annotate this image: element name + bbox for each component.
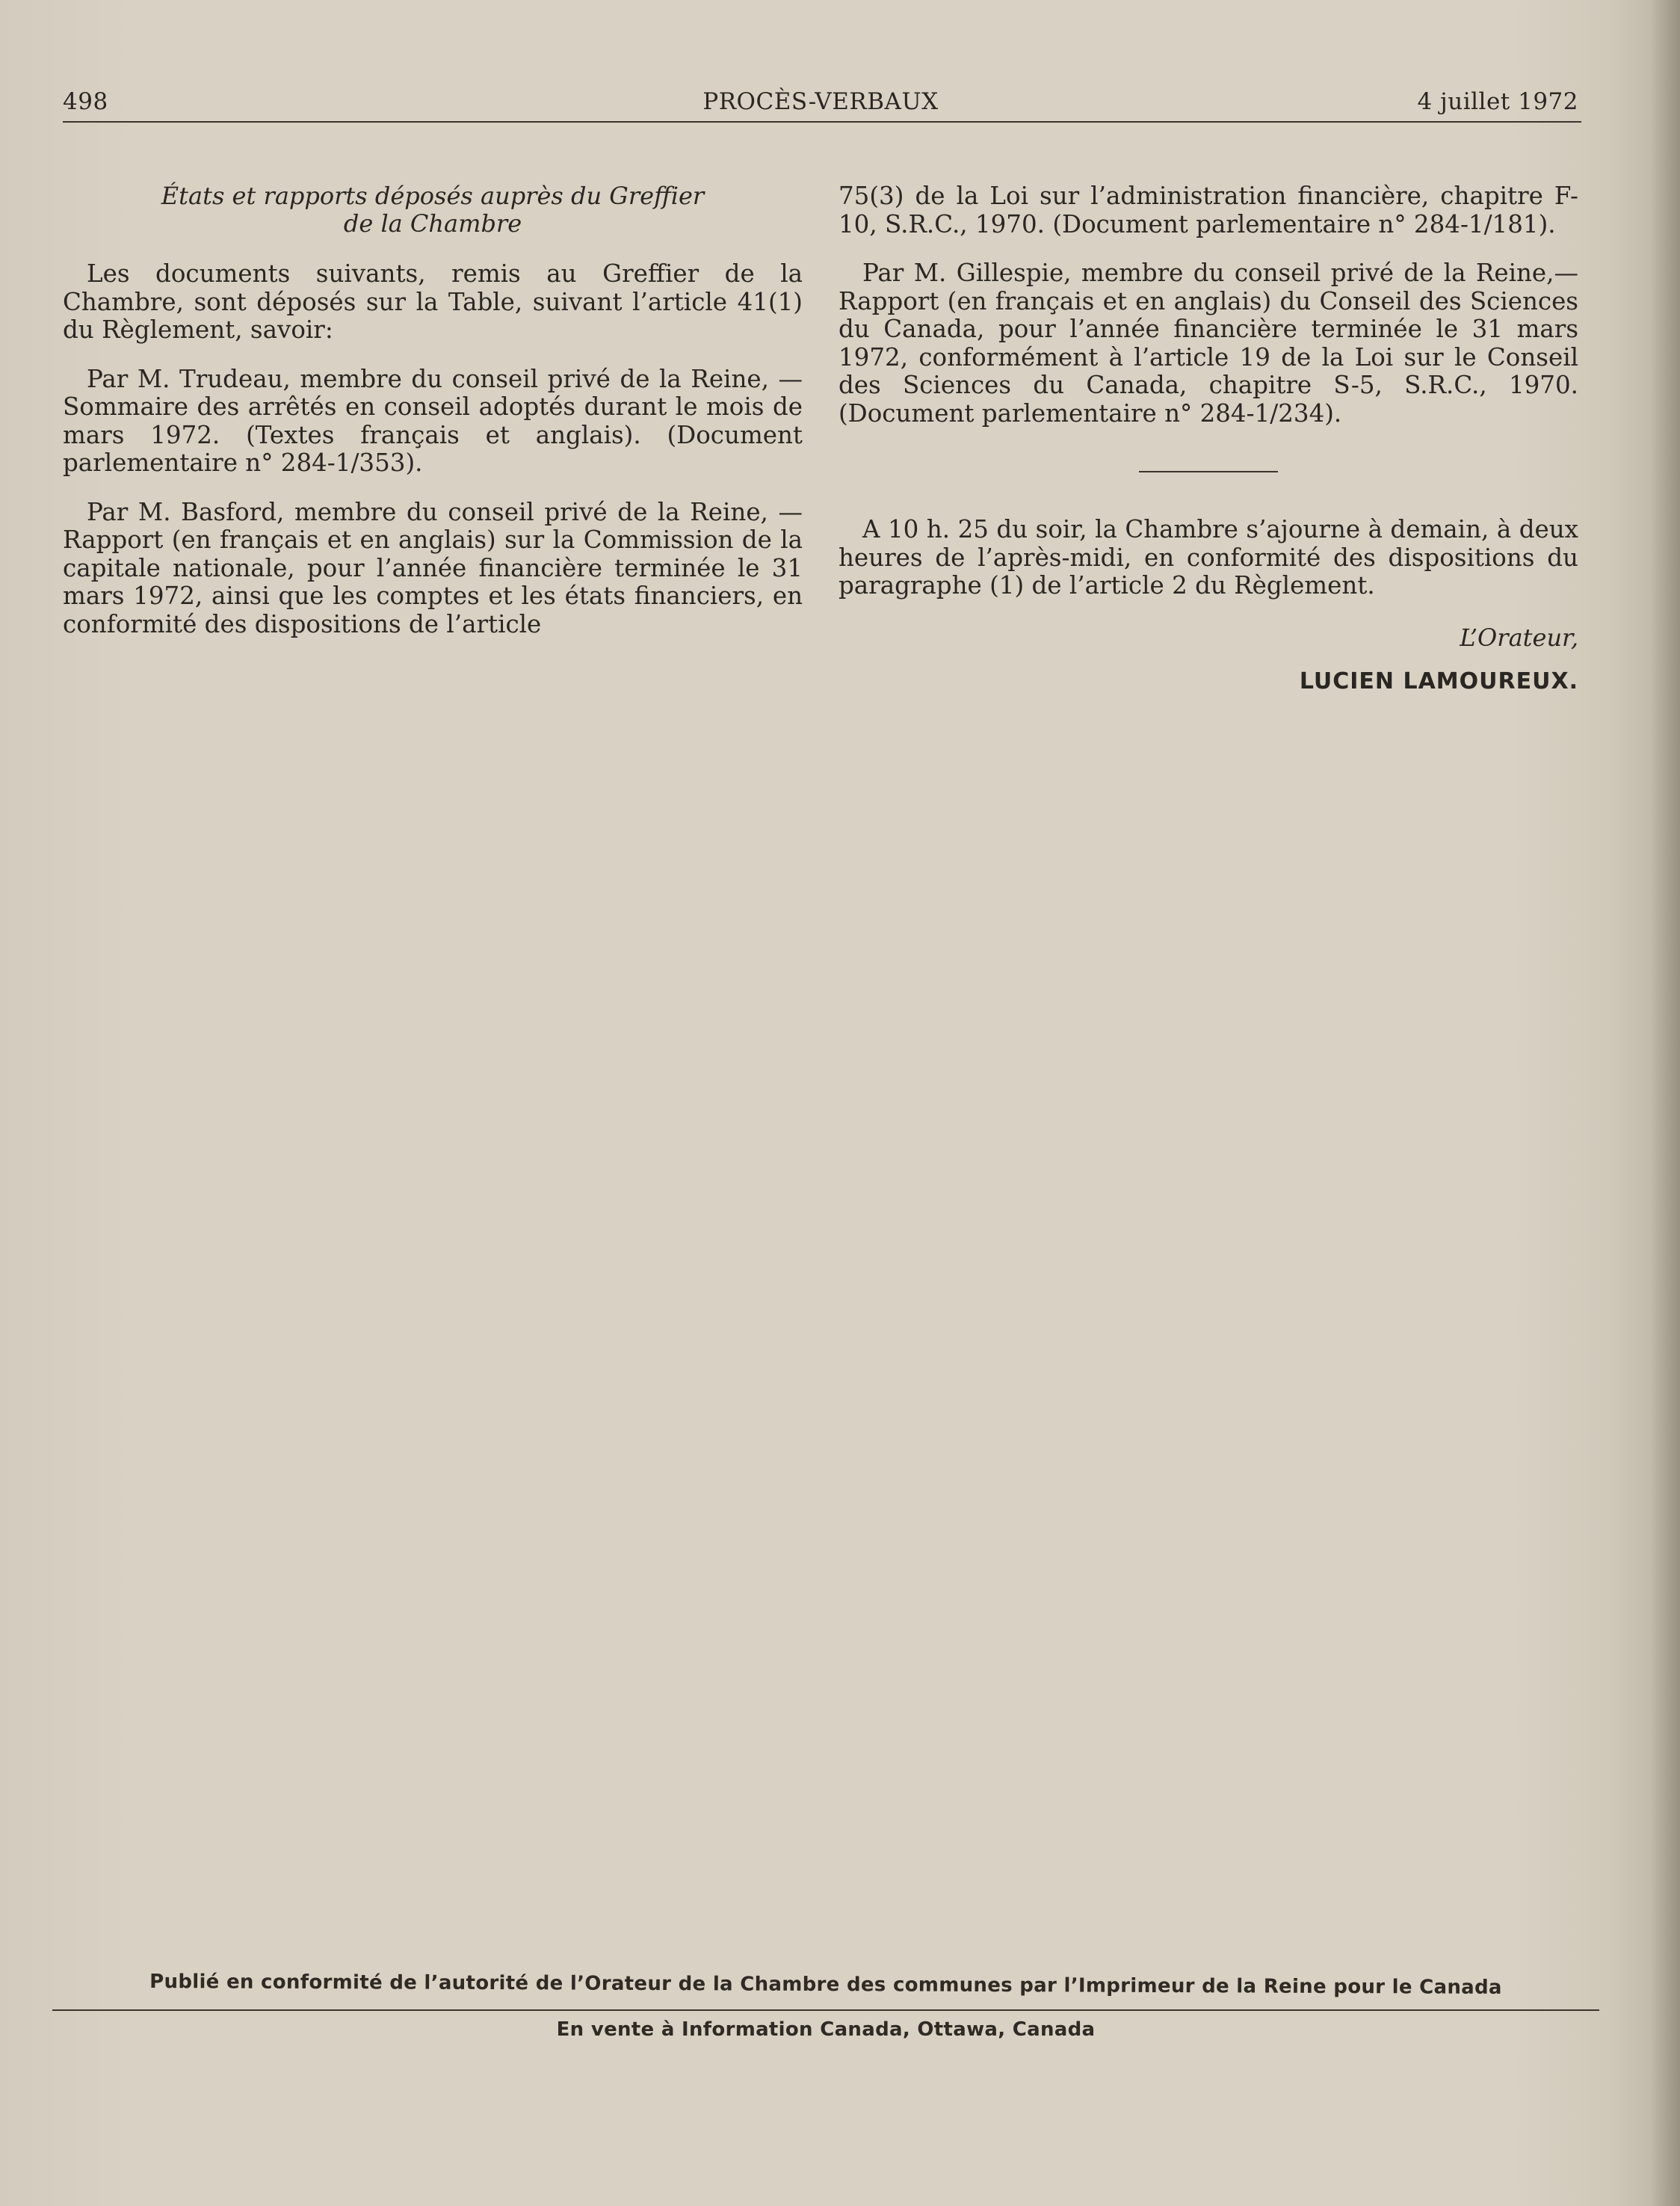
footer-rule (52, 2009, 1599, 2011)
footer-publication-line: Publié en conformité de l’autorité de l’Orateur de la Chambre des communes par l’Imprimeur de la Reine pour le Canada (149, 1971, 1502, 1999)
running-title: PROCÈS-VERBAUX (702, 88, 939, 115)
paragraph-adjournment: A 10 h. 25 du soir, la Chambre s’ajourne à demain, à deux heures de l’après-midi, en conformité des dispositions du paragraphe (1) de l’article 2 du Règlement. (839, 515, 1578, 600)
paragraph-gillespie: Par M. Gillespie, membre du conseil privé de la Reine,—Rapport (en français et en anglais) du Conseil des Sciences du Canada, pour l’année financière terminée le 31 mars 1972, conformément à l’article 19 de la Loi sur le Conseil des Sciences du Canada, chapitre S-5, S.R.C., 1970. (Document parlementaire n° 284-1/234). (839, 259, 1578, 428)
page-edge-shadow (1650, 0, 1680, 2206)
signature-block (839, 623, 1578, 696)
section-divider (1139, 471, 1278, 472)
paragraph-documents-intro: Les documents suivants, remis au Greffier de la Chambre, sont déposés sur la Table, suivant l’article 41(1) du Règlement, savoir: (63, 259, 803, 344)
right-column (839, 182, 1578, 695)
section-title-line-1: États et rapports déposés auprès du Greffier (161, 182, 705, 210)
paragraph-basford: Par M. Basford, membre du conseil privé de la Reine, —Rapport (en français et en anglais) sur la Commission de la capitale nationale, pour l’année financière terminée le 31 mars 1972, ainsi que les comptes et les états financiers, en conformité des dispositions de l’article (63, 497, 803, 638)
page-footer (52, 1971, 1599, 2041)
section-title (63, 182, 803, 238)
header-date: 4 juillet 1972 (1417, 88, 1578, 115)
paragraph-basford-continued: 75(3) de la Loi sur l’administration financière, chapitre F-10, S.R.C., 1970. (Document parlementaire n° 284-1/181). (839, 182, 1578, 238)
paragraph-trudeau: Par M. Trudeau, membre du conseil privé de la Reine, —Sommaire des arrêtés en conseil adoptés durant le mois de mars 1972. (Textes français et anglais). (Document parlementaire n° 284-1/353). (63, 364, 803, 477)
signature-role: L’Orateur, (1460, 623, 1578, 652)
footer-sale-line: En vente à Information Canada, Ottawa, Canada (556, 2018, 1096, 2041)
signature-name: LUCIEN LAMOUREUX. (1299, 668, 1578, 694)
section-title-line-2: de la Chambre (343, 209, 522, 238)
header-rule (63, 121, 1581, 123)
left-column (63, 182, 803, 638)
page-number: 498 (63, 88, 108, 115)
page-header (63, 88, 1578, 126)
